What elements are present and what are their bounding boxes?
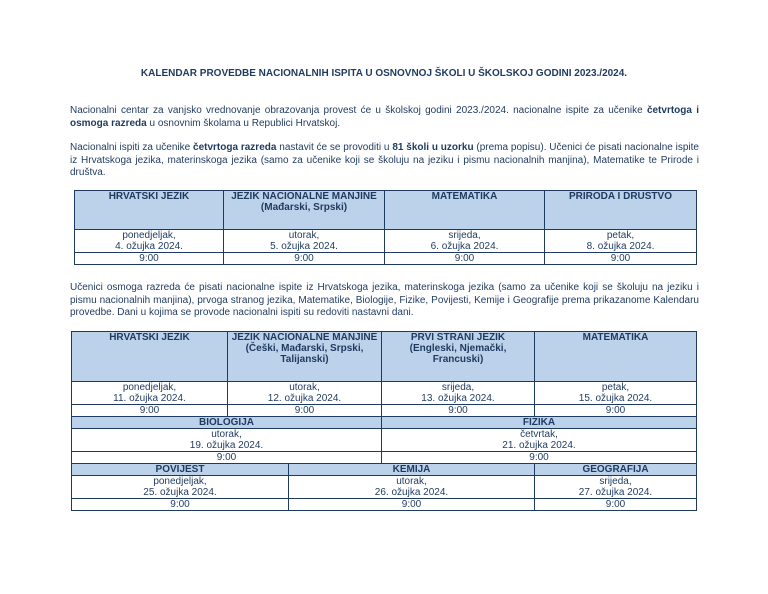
day-label: ponedjeljak, [122, 382, 177, 393]
header-jezik-manjine-title: JEZIK NACIONALNE MANJINE [231, 332, 378, 343]
day-label: utorak, [288, 230, 320, 241]
intro-bold: četvrtoga i osmoga razreda [70, 105, 699, 129]
date-label: 21. ožujka 2024. [502, 440, 576, 451]
time-cell: 9:00 [382, 405, 535, 417]
day-label: srijeda, [448, 230, 481, 241]
date-label: 6. ožujka 2024. [430, 241, 499, 252]
header-povijest: POVIJEST [72, 464, 289, 476]
day-label: četvrtak, [520, 429, 558, 440]
date-cell [72, 382, 228, 405]
time-cell: 9:00 [289, 499, 535, 511]
day-label: petak, [606, 230, 635, 241]
table-row-times [72, 452, 697, 464]
header-matematika: MATEMATIKA [385, 191, 545, 230]
table-row-times [72, 405, 697, 417]
table-row-dates [72, 429, 697, 452]
date-cell [535, 476, 697, 499]
date-cell [382, 382, 535, 405]
time-cell: 9:00 [545, 253, 697, 265]
day-label: srijeda, [441, 382, 475, 393]
table-row-times [75, 253, 697, 265]
header-kemija: KEMIJA [289, 464, 535, 476]
table-row-dates [75, 230, 697, 253]
table-row-dates [72, 382, 697, 405]
date-cell [75, 230, 224, 253]
date-label: 13. ožujka 2024. [421, 393, 495, 404]
page-title: KALENDAR PROVEDBE NACIONALNIH ISPITA U OSNOVNOJ ŠKOLI U ŠKOLSKOJ GODINI 2023./2024. [140, 68, 628, 79]
grade4-schedule-table [74, 190, 697, 265]
header-hrvatski: HRVATSKI JEZIK [72, 332, 228, 382]
date-cell [382, 429, 697, 452]
time-cell: 9:00 [385, 253, 545, 265]
header-strani-jezik [382, 332, 535, 382]
header-jezik-manjine-sub: (Češki, Mađarski, Srpski, Talijanski) [245, 343, 364, 365]
grade4-text-b: nastavit će se provoditi u [276, 142, 393, 153]
table-header-row [72, 332, 697, 382]
date-label: 25. ožujka 2024. [143, 487, 217, 498]
day-label: utorak, [289, 382, 320, 393]
date-cell [72, 476, 289, 499]
header-strani-jezik-sub: (Engleski, Njemački, Francuski) [409, 343, 507, 365]
header-biologija: BIOLOGIJA [72, 417, 382, 429]
grade4-bold-b: 81 školi u uzorku [392, 142, 474, 153]
day-label: ponedjeljak, [122, 230, 176, 241]
table-row-dates [72, 476, 697, 499]
date-label: 26. ožujka 2024. [374, 487, 449, 498]
header-hrvatski: HRVATSKI JEZIK [75, 191, 224, 230]
time-cell: 9:00 [75, 253, 224, 265]
header-jezik-manjine-title: JEZIK NACIONALNE MANJINE [231, 191, 377, 202]
time-cell: 9:00 [72, 452, 382, 464]
time-cell: 9:00 [535, 405, 697, 417]
time-cell: 9:00 [228, 405, 382, 417]
header-jezik-manjine [224, 191, 385, 230]
time-cell: 9:00 [382, 452, 697, 464]
date-label: 27. ožujka 2024. [578, 487, 653, 498]
grade8-paragraph: Učenici osmoga razreda će pisati nacionalne ispite iz Hrvatskoga jezika, materinskoga jezika (samo za učenike koji se školuju na jeziku i pismu nacionalnih manjina), prvoga stranog jezika, Matematike, Biologije, Fizike, Povijesti, Kemije i Geografije prema prikazanome Kalendaru provedbe. Dani u kojima se provode nacionalni ispiti su redoviti nastavni dani. [70, 282, 699, 318]
date-cell [289, 476, 535, 499]
time-cell: 9:00 [72, 499, 289, 511]
date-label: 8. ožujka 2024. [586, 241, 655, 252]
grade8-schedule-table [71, 331, 697, 511]
date-cell [228, 382, 382, 405]
grade4-paragraph [70, 142, 699, 180]
date-cell [72, 429, 382, 452]
day-label: ponedjeljak, [153, 476, 207, 487]
table-header-row [72, 464, 697, 476]
grade4-text-c: (prema popisu). Učenici će pisati nacionalne ispite iz Hrvatskoga jezika, materinskoga jezika (samo za učenike koji se školuju na jeziku i pismu nacionalnih manjina), Matematike te Prirode i društva. [70, 142, 699, 178]
header-jezik-manjine [228, 332, 382, 382]
header-strani-jezik-title: PRVI STRANI JEZIK [410, 332, 506, 343]
date-cell [545, 230, 697, 253]
date-label: 11. ožujka 2024. [113, 393, 186, 404]
day-label: utorak, [211, 429, 242, 440]
date-label: 5. ožujka 2024. [270, 241, 338, 252]
time-cell: 9:00 [72, 405, 228, 417]
time-cell: 9:00 [535, 499, 697, 511]
date-cell [224, 230, 385, 253]
intro-text: Nacionalni centar za vanjsko vrednovanje obrazovanja provest će u školskoj godini 2023./2024. nacionalne ispite za učenike [70, 105, 647, 116]
day-label: utorak, [396, 476, 427, 487]
day-label: petak, [601, 382, 630, 393]
table-header-row [75, 191, 697, 230]
date-label: 19. ožujka 2024. [189, 440, 264, 451]
date-cell [535, 382, 697, 405]
header-fizika: FIZIKA [382, 417, 697, 429]
header-jezik-manjine-sub: (Mađarski, Srpski) [260, 202, 348, 213]
date-label: 15. ožujka 2024. [578, 393, 653, 404]
date-label: 12. ožujka 2024. [267, 393, 342, 404]
date-label: 4. ožujka 2024. [115, 241, 183, 252]
intro-paragraph [70, 105, 699, 130]
time-cell: 9:00 [224, 253, 385, 265]
date-cell [385, 230, 545, 253]
header-geografija: GEOGRAFIJA [535, 464, 697, 476]
header-priroda: PRIRODA I DRUSTVO [545, 191, 697, 230]
day-label: srijeda, [599, 476, 632, 487]
intro-text-end: u osnovnim školama u Republici Hrvatskoj. [146, 117, 341, 129]
table-header-row [72, 417, 697, 429]
table-row-times [72, 499, 697, 511]
grade4-bold-a: četvrtoga razreda [193, 142, 277, 153]
grade4-text-a: Nacionalni ispiti za učenike [70, 142, 194, 153]
header-matematika: MATEMATIKA [535, 332, 697, 382]
